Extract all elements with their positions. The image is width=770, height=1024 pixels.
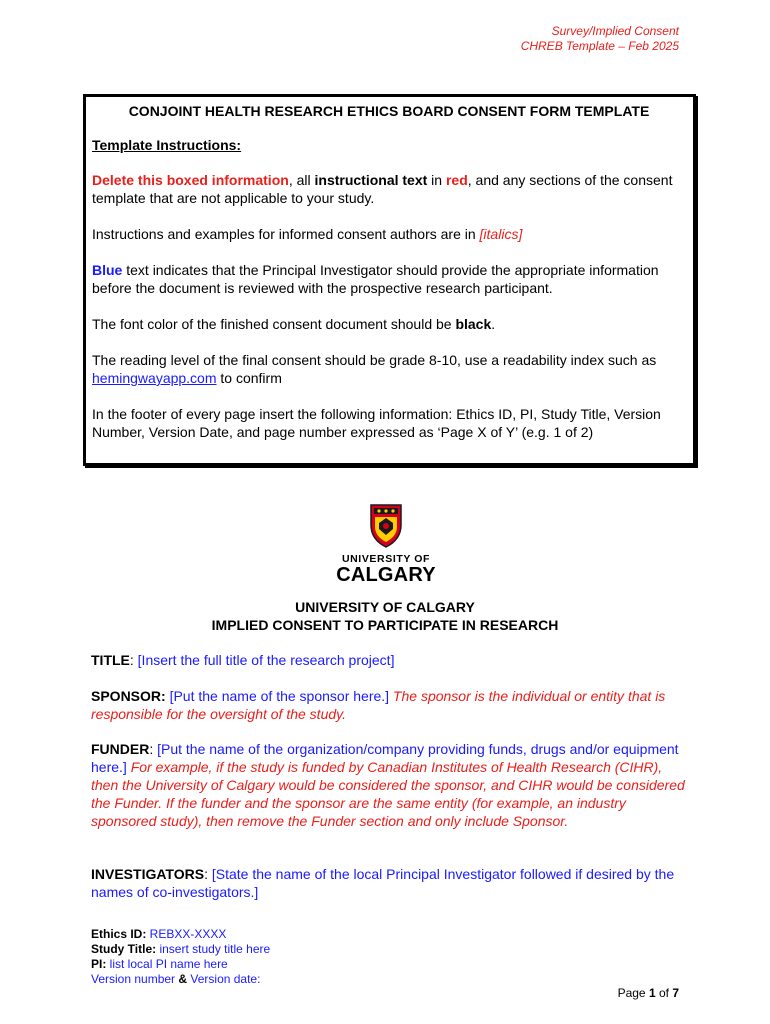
text-fragment: Instructions and examples for informed consent authors are in <box>92 226 480 242</box>
document-heading <box>0 598 770 634</box>
blue-word: Blue <box>92 262 123 278</box>
funder-note: For example, if the study is funded by Canadian Institutes of Health Research (CIHR), then the University of Calgary would be considered the sponsor, and CIHR would be considered the Funder. If the funder and the sponsor are the same entity (for example, an industry sponsored study), then remove the Funder section and only include Sponsor. <box>91 759 685 829</box>
text-fragment: . <box>491 316 496 332</box>
heading-consent: IMPLIED CONSENT TO PARTICIPATE IN RESEARCH <box>211 617 559 633</box>
instructions-subtitle: Template Instructions: <box>92 137 242 153</box>
heading-university: UNIVERSITY OF CALGARY <box>295 599 475 615</box>
red-word: red <box>445 172 468 188</box>
text-fragment: : <box>129 652 138 668</box>
funder-label: FUNDER <box>91 741 150 757</box>
version-date: Version date: <box>190 972 261 986</box>
investigators-value: [State the name of the local Principal Investigator followed if desired by the names of co-investigators.] <box>91 866 675 900</box>
funder-value: [Put the name of the organization/company providing funds, drugs and/or equipment here.] <box>91 741 679 775</box>
instructions-title: CONJOINT HEALTH RESEARCH ETHICS BOARD CONSENT FORM TEMPLATE <box>128 103 650 119</box>
title-label: TITLE <box>91 652 130 668</box>
text-fragment: Page <box>617 986 649 1000</box>
sponsor-section <box>91 687 691 723</box>
page-total: 7 <box>672 986 679 1000</box>
text-fragment: : <box>204 866 212 882</box>
instruction-blue <box>92 261 686 297</box>
text-fragment: text indicates that the Principal Investigator should provide the appropriate information before the document is reviewed with the prospective research participant. <box>92 262 659 296</box>
text-fragment: to confirm <box>216 370 282 386</box>
hemingway-link[interactable]: hemingwayapp.com <box>92 370 217 386</box>
coat-of-arms-icon <box>367 503 405 549</box>
title-section <box>91 651 691 669</box>
version-number: Version number <box>91 972 176 986</box>
sponsor-label: SPONSOR: <box>91 688 166 704</box>
text-fragment: The reading level of the final consent should be grade 8-10, use a readability index such as <box>92 352 657 368</box>
instructional-text: instructional text <box>314 172 428 188</box>
logo-line-2: CALGARY <box>336 564 436 586</box>
ethics-id-label: Ethics ID: <box>91 927 147 941</box>
text-fragment: The font color of the finished consent document should be <box>92 316 456 332</box>
footer-ethics-id <box>91 927 270 942</box>
delete-text: Delete this boxed information <box>92 172 289 188</box>
page-number <box>618 986 679 1000</box>
investigators-section <box>91 865 691 901</box>
title-value: [Insert the full title of the research project] <box>137 652 395 668</box>
pi-value: list local PI name here <box>106 957 228 971</box>
instruction-footer: In the footer of every page insert the following information: Ethics ID, PI, Study Title, Version Number, Version Date, and page number expressed as ‘Page X of Y’ (e.g. 1 of 2) <box>92 406 661 440</box>
footer-pi <box>91 957 270 972</box>
page-current: 1 <box>648 986 656 1000</box>
version-ampersand: & <box>175 972 191 986</box>
sponsor-value: [Put the name of the sponsor here.] <box>165 688 390 704</box>
instruction-font-color <box>92 315 686 333</box>
text-fragment: in <box>427 172 446 188</box>
funder-section <box>91 740 691 830</box>
text-fragment: of <box>655 986 673 1000</box>
header-line-1: Survey/Implied Consent <box>551 24 679 38</box>
italics-example: [italics] <box>479 226 523 242</box>
investigators-label: INVESTIGATORS <box>91 866 205 882</box>
page-footer <box>91 927 270 987</box>
instruction-italics <box>92 225 686 243</box>
instruction-delete <box>92 171 686 207</box>
university-logo <box>334 503 438 585</box>
text-fragment: , all <box>288 172 315 188</box>
study-title-label: Study Title: <box>91 942 157 956</box>
pi-label: PI: <box>91 957 107 971</box>
header-line-2: CHREB Template – Feb 2025 <box>520 39 679 53</box>
header-note <box>521 24 679 54</box>
text-fragment: : <box>149 741 158 757</box>
black-word: black <box>455 316 492 332</box>
logo-line-1: UNIVERSITY OF <box>341 553 431 565</box>
text-fragment: , and any sections of the consent template that are not applicable to your study. <box>92 172 673 206</box>
study-title-value: insert study title here <box>156 942 271 956</box>
footer-version <box>91 972 270 987</box>
sponsor-note: The sponsor is the individual or entity that is responsible for the oversight of the study. <box>91 688 666 722</box>
instruction-reading-level <box>92 351 686 387</box>
instructions-box <box>83 94 696 466</box>
ethics-id-value: REBXX-XXXX <box>146 927 227 941</box>
footer-study-title <box>91 942 270 957</box>
